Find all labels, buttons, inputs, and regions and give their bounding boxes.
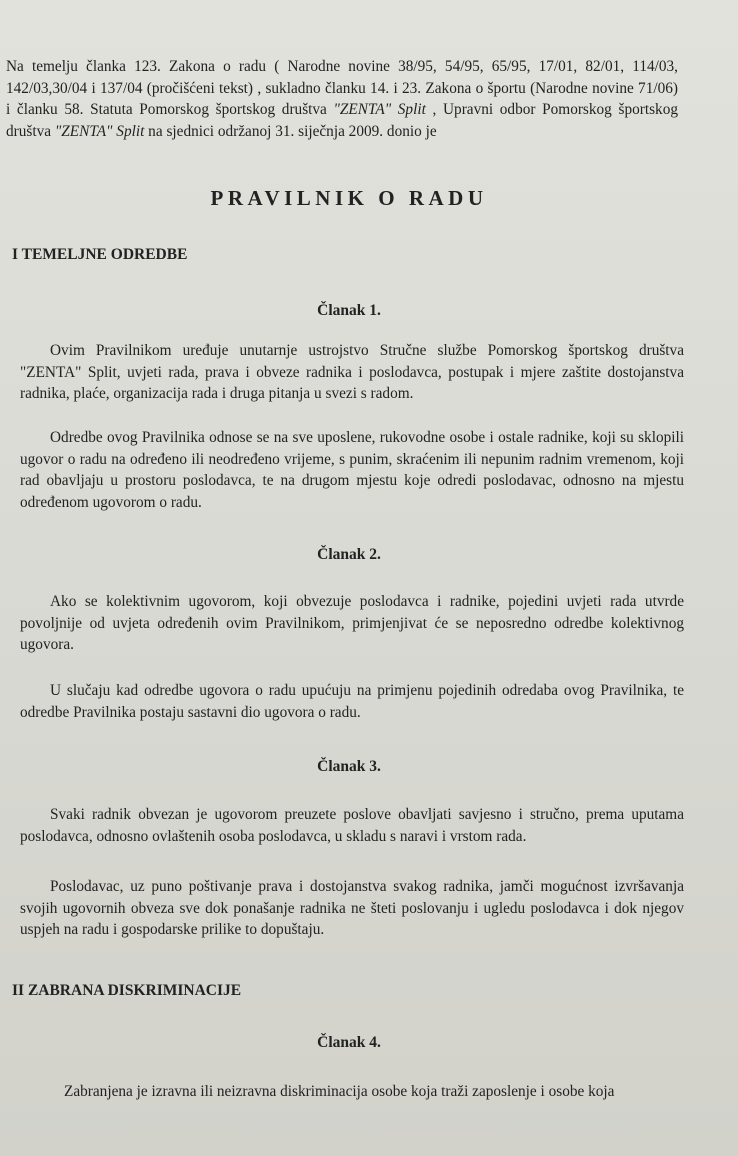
article-heading-1: Članak 1. — [317, 302, 381, 319]
article-3-paragraph-1 — [20, 804, 684, 847]
document-title: PRAVILNIK O RADU — [210, 186, 488, 210]
preamble-text-1: Na temelju članka 123. Zakona o radu ( Narodne novine 38/95, 54/95, 65/95, 17/01, 82/01, 114/03, 142/03,30/04 i 137/04 (pročišćeni tekst) , sukladno članku 14. i 23. Zakona o športu (Narodne novine 71/06) i članku 58. Statuta Pomorskog športskog društva — [6, 58, 678, 118]
article-4-paragraph-1 — [34, 1081, 714, 1103]
club-name-1: "ZENTA" Split — [333, 101, 426, 118]
section-heading-1: I TEMELJNE ODREDBE — [12, 246, 188, 263]
preamble-text-2: , Upravni odbor Pomorskog športskog društva — [6, 101, 678, 140]
article-2-paragraph-2 — [20, 680, 684, 723]
article-2-paragraph-1 — [20, 591, 684, 656]
article-heading-3: Članak 3. — [317, 758, 381, 775]
paragraph-text: Ako se kolektivnim ugovorom, koji obvezuje poslodavca i radnike, pojedini uvjeti rada utvrde povoljnije od uvjeta određenih ovim Pravilnikom, primjenjivat će se neposredno odredbe kolektivnog ugovora. — [20, 593, 684, 653]
article-heading-2: Članak 2. — [317, 546, 381, 563]
paragraph-text: Zabranjena je izravna ili neizravna diskriminacija osobe koja traži zaposlenje i osobe koja — [64, 1083, 615, 1100]
paragraph-text: Ovim Pravilnikom uređuje unutarnje ustrojstvo Stručne službe Pomorskog športskog društva "ZENTA" Split, uvjeti rada, prava i obveze radnika i poslodavca, postupak i mjere zaštite dostojanstva radnika, plaće, organizacija rada i druga pitanja u svezi s radom. — [20, 342, 684, 402]
article-1-paragraph-2 — [20, 427, 684, 513]
article-heading-4: Članak 4. — [317, 1034, 381, 1051]
article-3-paragraph-2 — [20, 876, 684, 941]
club-name-2: "ZENTA" Split — [54, 122, 145, 140]
article-1-paragraph-1 — [20, 340, 684, 405]
paragraph-text: U slučaju kad odredbe ugovora o radu upućuju na primjenu pojedinih odredaba ovog Pravilnika, te odredbe Pravilnika postaju sastavni dio ugovora o radu. — [20, 682, 684, 721]
paragraph-text: Svaki radnik obvezan je ugovorom preuzete poslove obavljati savjesno i stručno, prema uputama poslodavca, odnosno ovlaštenih osoba poslodavca, u skladu s naravi i vrstom rada. — [20, 806, 684, 845]
paragraph-text: Poslodavac, uz puno poštivanje prava i dostojanstva svakog radnika, jamči mogućnost izvršavanja svojih ugovornih obveza sve dok ponašanje radnika ne šteti poslovanju i ugledu poslodavca i dok njegov uspjeh na radu i gospodarske prilike to dopuštaju. — [20, 878, 684, 938]
preamble-text-3: na sjednici održanoj 31. siječnja 2009. donio je — [144, 122, 437, 140]
preamble — [6, 56, 678, 142]
section-heading-2: II ZABRANA DISKRIMINACIJE — [12, 982, 242, 999]
paragraph-text: Odredbe ovog Pravilnika odnose se na sve uposlene, rukovodne osobe i ostale radnike, koji su sklopili ugovor o radu na određeno ili neodređeno vrijeme, s punim, skraćenim ili nepunim radnim vremenom, koji rad obavljaju u prostoru poslodavca, te na drugom mjestu koje odredi poslodavac, odnosno na mjestu određenom ugovorom o radu. — [20, 429, 684, 511]
